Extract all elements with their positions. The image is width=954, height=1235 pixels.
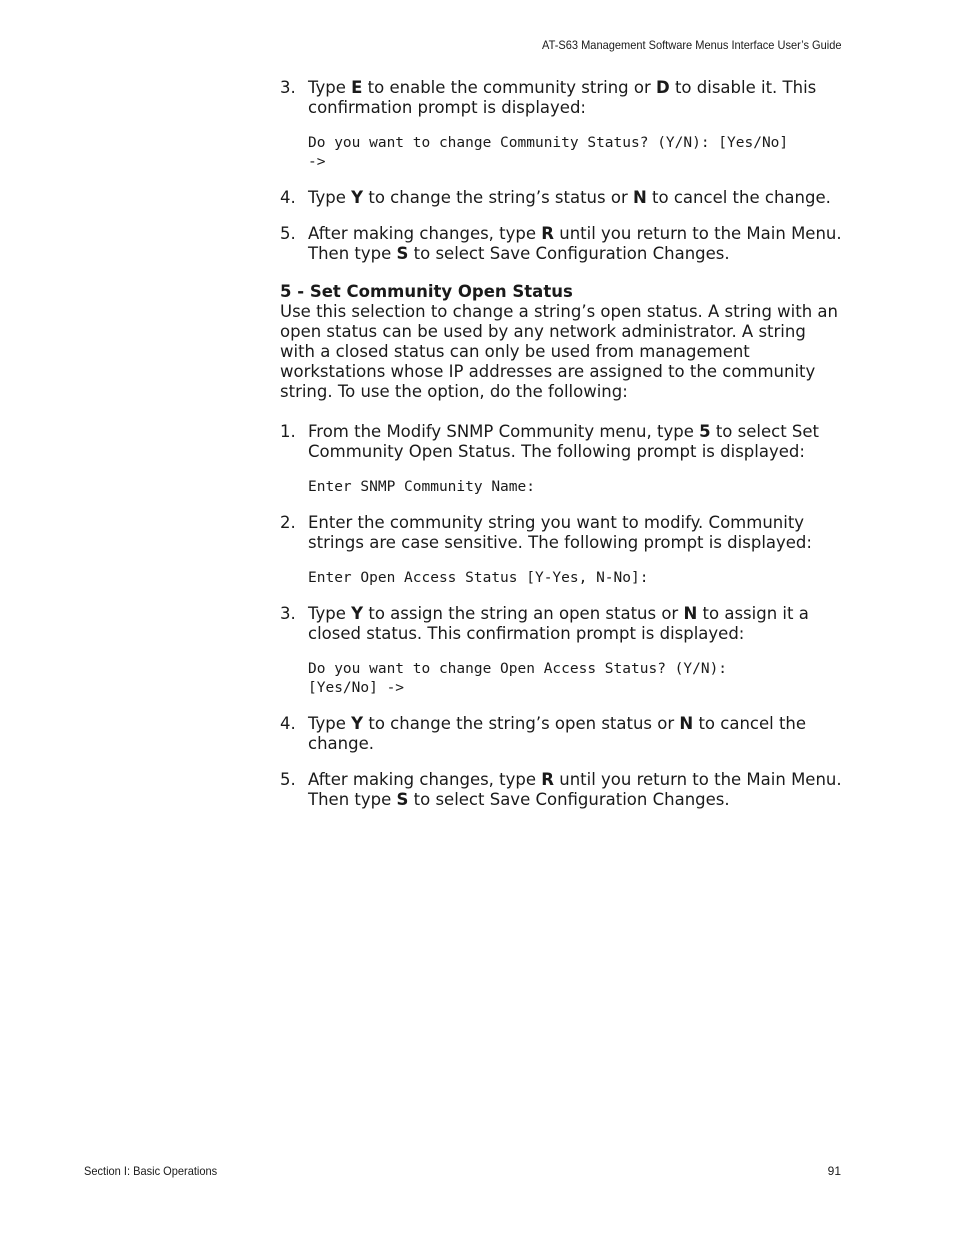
step-text: Type [308,604,352,623]
step-text: to disable it. This confirmation prompt is displayed: [308,78,817,117]
step-text: Type [308,188,352,207]
step-3-assign [280,604,845,644]
step-text: until you return to the Main Menu. Then type [308,770,842,809]
step-number: 3. [280,604,296,623]
step-number: 1. [280,422,296,441]
key-s: S [396,790,409,809]
section-intro: Use this selection to change a string’s open status. A string with an open status can be used by any network administrator. A string with a closed status can only be used from management workstations whose IP addresses are assigned to the community string. To use the option, do the following: [280,302,838,401]
step-4-confirm-open [280,714,845,754]
step-text: to select Set Community Open Status. The following prompt is displayed: [308,422,819,461]
key-d: D [656,78,670,97]
key-n: N [683,604,698,623]
step-text: to cancel the change. [308,714,807,753]
step-text: Type [308,714,352,733]
step-number: 5. [280,770,296,789]
step-2-enter-string [280,513,845,553]
step-5-save [280,224,845,264]
footer-section: Section I: Basic Operations [84,1164,218,1178]
key-r: R [541,224,554,243]
key-e: E [351,78,363,97]
step-3-enable [280,78,845,118]
step-text: Enter the community string you want to modify. Community strings are case sensitive. The following prompt is displayed: [308,513,812,552]
key-r: R [541,770,554,789]
key-y: Y [351,604,364,623]
step-4-confirm [280,188,845,208]
step-number: 2. [280,513,296,532]
running-header: AT-S63 Management Software Menus Interface User’s Guide [541,38,841,52]
step-text: until you return to the Main Menu. Then type [308,224,842,263]
key-y: Y [351,188,364,207]
key-n: N [679,714,694,733]
code-prompt-community-status: Do you want to change Community Status? (Y/N): [Yes/No] -> [308,135,789,170]
page-content [280,78,845,826]
step-number: 3. [280,78,296,97]
key-n: N [632,188,647,207]
step-text: to enable the community string or [362,78,657,97]
step-number: 4. [280,714,296,733]
step-text: to cancel the change. [646,188,831,207]
step-text: From the Modify SNMP Community menu, type [308,422,700,441]
key-y: Y [351,714,364,733]
step-text: to assign the string an open status or [363,604,684,623]
step-text: Type [308,78,352,97]
key-s: S [396,244,409,263]
step-text: to select Save Configuration Changes. [408,790,730,809]
step-number: 5. [280,224,296,243]
code-prompt-open-access-confirm: Do you want to change Open Access Status? (Y/N): [Yes/No] -> [308,661,728,696]
step-text: After making changes, type [308,224,542,243]
step-text: to assign it a closed status. This confirmation prompt is displayed: [308,604,809,643]
code-prompt-open-access: Enter Open Access Status [Y-Yes, N-No]: [308,570,649,586]
step-text: to change the string’s status or [363,188,633,207]
section-heading: 5 - Set Community Open Status [280,282,573,301]
step-5-save-open [280,770,845,810]
step-text: to select Save Configuration Changes. [408,244,730,263]
step-text: to change the string’s open status or [363,714,680,733]
code-prompt-community-name: Enter SNMP Community Name: [308,479,535,495]
key-5: 5 [699,422,711,441]
step-text: After making changes, type [308,770,542,789]
step-number: 4. [280,188,296,207]
step-1-select [280,422,845,462]
page-number: 91 [827,1164,841,1178]
